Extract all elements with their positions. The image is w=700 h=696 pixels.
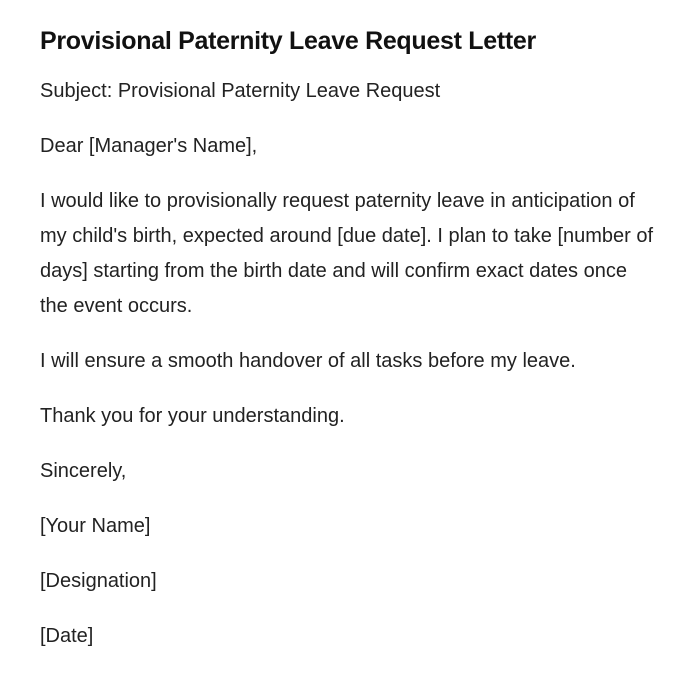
signature-date: [Date] — [40, 625, 94, 647]
letter-subject: Subject: Provisional Paternity Leave Request — [40, 80, 441, 102]
signature-name: [Your Name] — [40, 515, 151, 537]
letter-body-paragraph-1: I would like to provisionally request paternity leave in anticipation of my child's birth, expected around [due date]. I plan to take [number of days] starting from the birth date and will confirm exact dates once the event occurs. — [40, 190, 654, 317]
letter-title: Provisional Paternity Leave Request Letter — [40, 27, 536, 55]
letter-salutation: Dear [Manager's Name], — [40, 135, 258, 157]
signature-designation: [Designation] — [40, 570, 157, 592]
letter-closing: Sincerely, — [40, 460, 127, 482]
letter-body-paragraph-3: Thank you for your understanding. — [40, 405, 345, 427]
letter-body-paragraph-2: I will ensure a smooth handover of all tasks before my leave. — [40, 350, 576, 372]
